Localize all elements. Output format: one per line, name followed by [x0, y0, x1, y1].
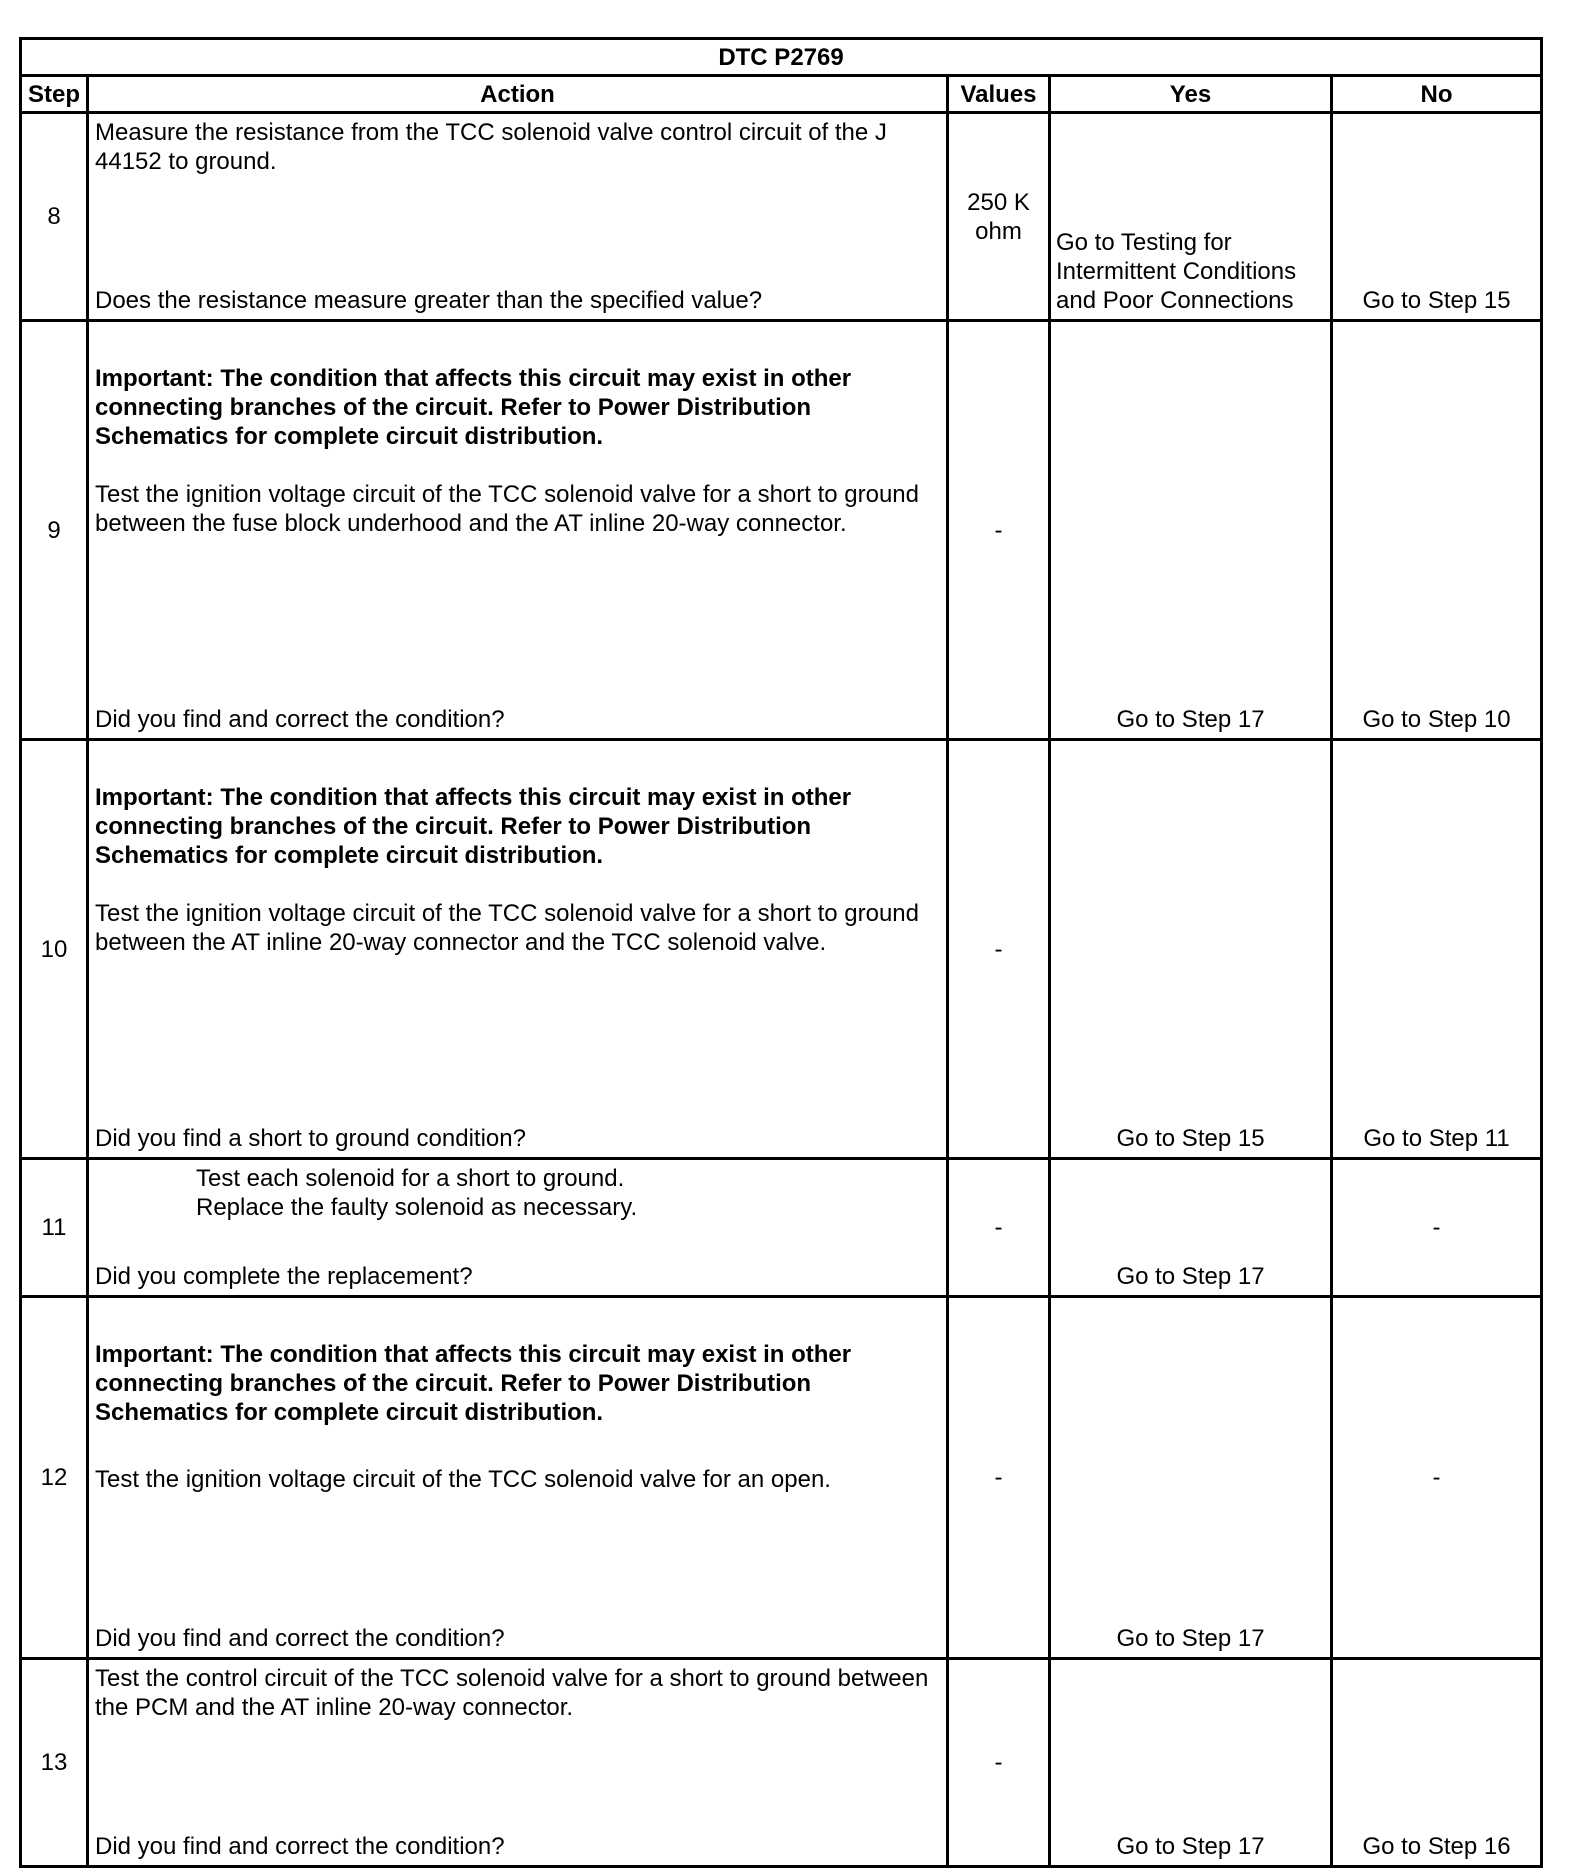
- header-action: Action: [88, 76, 948, 113]
- table-row: [21, 1659, 1542, 1867]
- action-question: Did you find and correct the condition?: [95, 706, 505, 733]
- header-step: Step: [21, 76, 88, 113]
- table-row: [21, 740, 1542, 1159]
- header-no: No: [1332, 76, 1542, 113]
- yes-cell: Go to Step 17: [1050, 321, 1332, 740]
- action-text: Test the ignition voltage circuit of the TCC solenoid valve for a short to ground between the fuse block underhood and the AT inline 20-way connector.: [95, 481, 920, 537]
- important-note: Important: The condition that affects this circuit may exist in other connecting branches of the circuit. Refer to Power Distribution Schematics for complete circuit distribution.: [95, 784, 852, 869]
- action-line: Replace the faulty solenoid as necessary.: [196, 1194, 638, 1221]
- action-line: Test each solenoid for a short to ground.: [196, 1165, 625, 1192]
- yes-cell: Go to Testing for Intermittent Conditions and Poor Connections: [1050, 113, 1332, 321]
- action-cell: [88, 1159, 948, 1297]
- action-text: Test the control circuit of the TCC solenoid valve for a short to ground between the PCM and the AT inline 20-way connector.: [95, 1665, 929, 1721]
- action-question: Did you find a short to ground condition?: [95, 1125, 526, 1152]
- yes-cell: Go to Step 17: [1050, 1159, 1332, 1297]
- action-question: Did you find and correct the condition?: [95, 1833, 505, 1860]
- step-number: 13: [21, 1659, 88, 1867]
- no-cell: Go to Step 10: [1332, 321, 1542, 740]
- table-title: DTC P2769: [21, 39, 1542, 76]
- table-row: [21, 1159, 1542, 1297]
- no-cell: Go to Step 15: [1332, 113, 1542, 321]
- no-cell: Go to Step 11: [1332, 740, 1542, 1159]
- value-cell: -: [948, 321, 1050, 740]
- value-cell: -: [948, 1297, 1050, 1659]
- value-cell: -: [948, 1159, 1050, 1297]
- header-yes: Yes: [1050, 76, 1332, 113]
- action-question: Does the resistance measure greater than the specified value?: [95, 287, 763, 314]
- no-cell: -: [1332, 1159, 1542, 1297]
- step-number: 12: [21, 1297, 88, 1659]
- table-row: [21, 321, 1542, 740]
- action-cell: [88, 1659, 948, 1867]
- step-number: 9: [21, 321, 88, 740]
- yes-cell: Go to Step 15: [1050, 740, 1332, 1159]
- value-cell: [948, 113, 1050, 321]
- important-note: Important: The condition that affects this circuit may exist in other connecting branches of the circuit. Refer to Power Distribution Schematics for complete circuit distribution.: [95, 1341, 852, 1426]
- title-row: [21, 39, 1542, 76]
- yes-cell: Go to Step 17: [1050, 1659, 1332, 1867]
- value-unit: ohm: [975, 217, 1022, 245]
- step-number: 10: [21, 740, 88, 1159]
- yes-cell: Go to Step 17: [1050, 1297, 1332, 1659]
- value-cell: -: [948, 1659, 1050, 1867]
- action-text: Test the ignition voltage circuit of the TCC solenoid valve for an open.: [95, 1466, 831, 1493]
- step-number: 8: [21, 113, 88, 321]
- action-text: Measure the resistance from the TCC solenoid valve control circuit of the J 44152 to ground.: [95, 119, 887, 175]
- value-cell: -: [948, 740, 1050, 1159]
- action-cell: [88, 113, 948, 321]
- table-row: [21, 1297, 1542, 1659]
- value-line: 250 K: [967, 188, 1030, 216]
- no-cell: -: [1332, 1297, 1542, 1659]
- no-cell: Go to Step 16: [1332, 1659, 1542, 1867]
- step-number: 11: [21, 1159, 88, 1297]
- action-cell: [88, 321, 948, 740]
- action-question: Did you find and correct the condition?: [95, 1625, 505, 1652]
- important-note: Important: The condition that affects this circuit may exist in other connecting branches of the circuit. Refer to Power Distribution Schematics for complete circuit distribution.: [95, 365, 852, 450]
- table-row: [21, 113, 1542, 321]
- diagnostic-table: [19, 37, 1543, 1868]
- header-values: Values: [948, 76, 1050, 113]
- action-cell: [88, 740, 948, 1159]
- header-row: [21, 76, 1542, 113]
- action-cell: [88, 1297, 948, 1659]
- action-question: Did you complete the replacement?: [95, 1263, 473, 1290]
- action-text: Test the ignition voltage circuit of the TCC solenoid valve for a short to ground between the AT inline 20-way connector and the TCC solenoid valve.: [95, 900, 920, 956]
